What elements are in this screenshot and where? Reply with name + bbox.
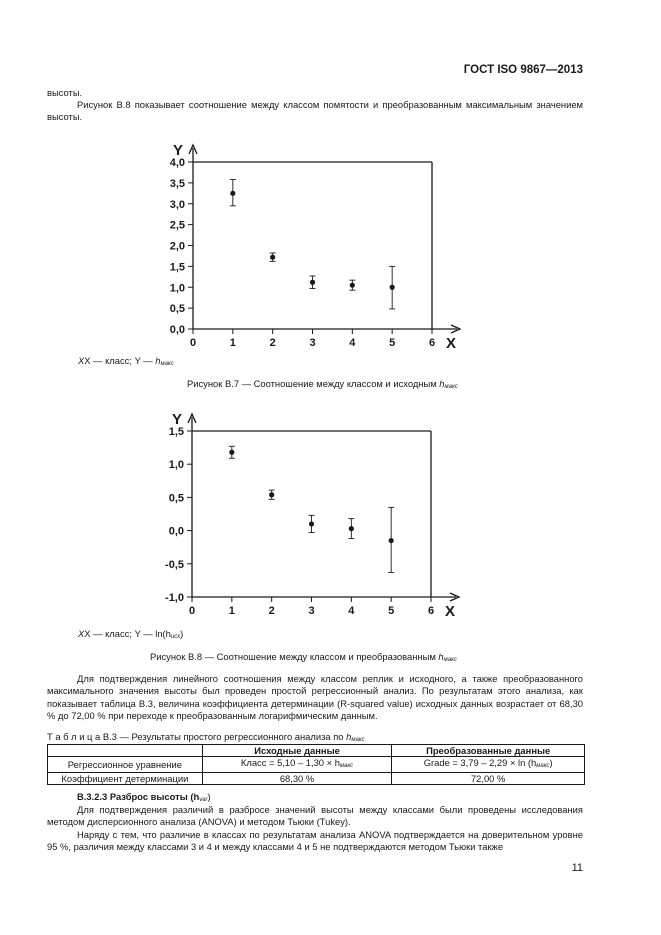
page-number: 11 <box>571 862 583 874</box>
paragraph-regression: Для подтверждения линейного соотношения между классом реплик и исходного, а также преобразованного максимального значения высоты был проведен простой регрессионный анализ. По результатам этого анализа, как показывает таблица В.3, величина коэффициента детерминации (R-squared value) исходных данных возрастает от 68,30 % до 72,00 % при переходе к преобразованным логарифмическим данным. <box>47 673 583 722</box>
caption-h: h <box>438 651 444 662</box>
paragraph-tukey: Наряду с тем, что различие в классах по результатам анализа ANOVA подтверждается на доверительном уровне 95 %, различия между классами 3 и 4 и между классами 4 и 5 не подтверждаются методом Тьюки также <box>47 829 583 853</box>
data-point <box>230 191 235 196</box>
y-tick-label: 1,0 <box>169 282 185 295</box>
table-row <box>48 757 585 773</box>
table-cell-label: Коэффициент детерминации <box>48 773 203 785</box>
caption-text: Рисунок В.8 — Соотношение между классом и преобразованным <box>150 651 439 662</box>
legend-h: ln(h <box>155 628 171 639</box>
data-point <box>310 280 315 285</box>
x-axis-name: X <box>445 603 456 620</box>
table-header-transformed: Преобразованные данные <box>392 745 585 757</box>
data-point <box>350 283 355 288</box>
x-tick-label: 2 <box>269 337 276 349</box>
x-tick-label: 2 <box>268 605 275 617</box>
y-tick-label: 0,5 <box>168 492 184 505</box>
caption-sub: макс <box>443 657 457 663</box>
legend-text: X — класс; Y — <box>84 355 156 366</box>
x-tick-label: 6 <box>428 337 436 349</box>
table-cell-original: 68,30 % <box>202 773 392 785</box>
y-tick-label: 3,5 <box>169 177 185 190</box>
caption-h: h <box>439 378 445 389</box>
x-tick-label: 4 <box>348 605 355 617</box>
table-cell-label: Регрессионное уравнение <box>48 757 203 773</box>
x-tick-label: 1 <box>228 605 235 617</box>
y-axis-name: Y <box>173 142 184 159</box>
y-tick-label: 1,5 <box>169 261 185 274</box>
legend-h: h <box>155 355 161 366</box>
table-header-empty <box>48 745 203 757</box>
table-cell-original <box>202 757 392 773</box>
table-cell-transformed <box>392 757 585 773</box>
figure-b8-caption <box>150 651 457 663</box>
y-tick-label: 1,5 <box>168 426 184 438</box>
x-tick-label: 5 <box>388 605 395 617</box>
table-title-h: h <box>346 731 352 742</box>
data-point <box>270 255 275 260</box>
legend-text: X — класс; Y — <box>84 628 156 639</box>
x-axis-name: X <box>446 335 457 350</box>
section-title: В.3.2.3 Разброс высоты (h <box>77 791 200 802</box>
legend-sub: исх <box>170 634 181 640</box>
equation-close: ) <box>549 757 553 768</box>
data-point <box>309 521 314 526</box>
y-tick-label: 2,0 <box>169 240 185 253</box>
y-tick-label: 0,5 <box>169 303 185 316</box>
table-header-row <box>48 745 585 757</box>
caption-text: Рисунок В.7 — Соотношение между классом и исходным <box>187 378 440 389</box>
equation-text: Grade = 3,79 – 2,29 × ln (h <box>423 757 537 768</box>
data-point <box>390 285 395 290</box>
table-cell-transformed: 72,00 % <box>392 773 585 785</box>
data-point <box>229 450 234 455</box>
x-tick-label: 1 <box>229 337 236 349</box>
table-title-text: Т а б л и ц а В.3 — Результаты простого регрессионного анализа по <box>47 731 347 742</box>
y-tick-label: 2,5 <box>169 219 185 232</box>
figure-b7-caption <box>187 378 458 390</box>
figure-b8-legend: XX — класс; Y — $\ln(h_{исх})$ <box>78 628 184 640</box>
legend-sub: макс <box>160 361 174 367</box>
x-tick-label: 6 <box>427 605 435 617</box>
y-tick-label: 4,0 <box>169 157 185 169</box>
y-tick-label: -1,0 <box>165 592 184 604</box>
x-tick-label: 4 <box>349 337 356 349</box>
data-point <box>349 526 354 531</box>
document-header: ГОСТ ISO 9867—2013 <box>463 64 583 76</box>
x-tick-label: 3 <box>308 605 315 617</box>
figure-b8-chart <box>0 398 661 623</box>
y-tick-label: 0,0 <box>168 525 184 538</box>
paragraph-continuation: высоты. <box>47 87 83 98</box>
table-title-sub: макс <box>351 737 365 743</box>
paragraph-figure-intro: Рисунок В.8 показывает соотношение между классом помятости и преобразованным максимальным значением высоты. <box>47 99 583 123</box>
y-axis-name: Y <box>172 411 183 428</box>
x-tick-label: 0 <box>189 337 197 349</box>
legend-close: ) <box>180 628 184 639</box>
equation-text: Класс = 5,10 – 1,30 × h <box>240 757 340 768</box>
figure-b7-legend: XX — класс; Y — $h_{макс}$ <box>78 355 174 367</box>
paragraph-anova: Для подтверждения различий в разбросе значений высоты между классами были проведены исследования методом дисперсионного анализа (ANOVA) и методом Тьюки (Tukey). <box>47 804 583 828</box>
x-tick-label: 0 <box>188 605 196 617</box>
figure-b7-chart <box>0 120 661 350</box>
x-tick-label: 3 <box>309 337 316 349</box>
caption-sub: макс <box>444 384 458 390</box>
section-title-close: ) <box>207 791 211 802</box>
section-heading <box>77 791 211 803</box>
y-tick-label: 1,0 <box>168 459 184 472</box>
x-tick-label: 5 <box>389 337 396 349</box>
table-row <box>48 773 585 785</box>
y-tick-label: 3,0 <box>169 198 185 211</box>
regression-table <box>47 744 585 785</box>
y-tick-label: 0,0 <box>169 324 185 336</box>
equation-sub: макс <box>339 763 354 769</box>
equation-sub: макс <box>536 763 550 769</box>
y-tick-label: -0,5 <box>165 558 184 571</box>
table-title <box>47 731 365 743</box>
data-point <box>389 538 394 543</box>
data-point <box>269 492 274 497</box>
table-header-original: Исходные данные <box>202 745 392 757</box>
section-title-sub: var <box>199 797 208 803</box>
